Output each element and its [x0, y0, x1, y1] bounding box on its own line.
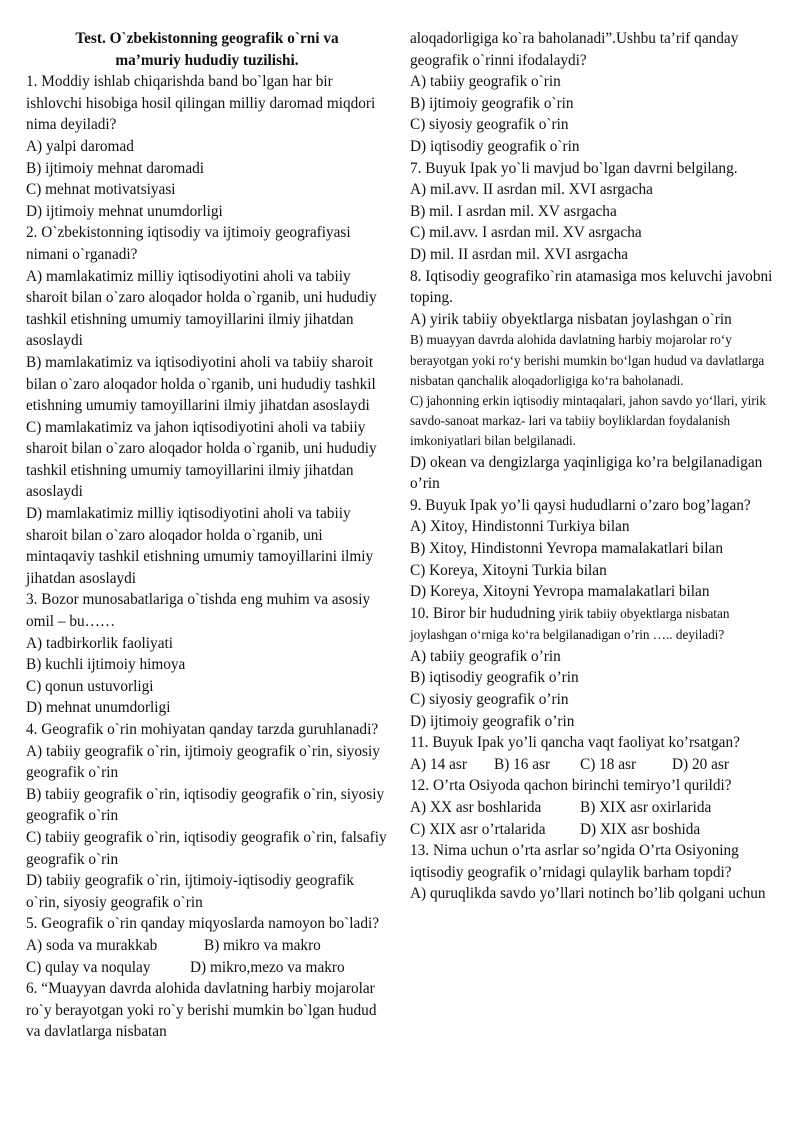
q1-option-d: D) ijtimoiy mehnat unumdorligi: [26, 202, 223, 220]
q7-option-a: A) mil.avv. II asrdan mil. XVI asrgacha: [410, 181, 653, 199]
question-9: 9. Buyuk Ipak yo’li qaysi hududlarni o’zaro bog’lagan?: [410, 496, 751, 514]
q5-options-row-2: [26, 957, 388, 979]
q6-option-d: D) iqtisodiy geografik o`rin: [410, 137, 580, 155]
q11-options-row: [410, 754, 776, 776]
q10-option-b: B) iqtisodiy geografik o’rin: [410, 669, 579, 687]
q10-option-a: A) tabiiy geografik o’rin: [410, 647, 561, 665]
q2-option-d: D) mamlakatimiz milliy iqtisodiyotini aholi va tabiiy sharoit bilan o`zaro aloqador holda o`rganib, uni mintaqaviy tashkil etishning umumiy tamoyillarini ilmiy jihatdan asoslaydi: [26, 505, 374, 587]
question-6-part-1: 6. “Muayyan davrda alohida davlatning harbiy mojarolar ro`y berayotgan yoki ro`y berishi mumkin bo`lgan hudud va davlatlarga nisbatan: [26, 980, 377, 1041]
right-column: [410, 28, 776, 905]
question-1: 1. Moddiy ishlab chiqarishda band bo`lgan har bir ishlovchi hisobiga hosil qilingan milliy daromad miqdori nima deyiladi?: [26, 73, 376, 134]
q7-option-d: D) mil. II asrdan mil. XVI asrgacha: [410, 245, 629, 263]
q11-option-d: D) 20 asr: [672, 755, 729, 773]
question-7: 7. Buyuk Ipak yo`li mavjud bo`lgan davrni belgilang.: [410, 159, 738, 177]
q13-option-a: A) quruqlikda savdo yo’llari notinch bo’lib qolgani uchun: [410, 885, 766, 903]
q10-question-rest: yirik tabiiy obyektlarga nisbatan joylashgan o‘rniga ko‘ra belgilanadigan o’rin ….. deyiladi?: [410, 605, 730, 643]
q3-option-c: C) qonun ustuvorligi: [26, 677, 154, 695]
q6-option-b: B) ijtimoiy geografik o`rin: [410, 94, 574, 112]
q7-option-b: B) mil. I asrdan mil. XV asrgacha: [410, 202, 617, 220]
q7-option-c: C) mil.avv. I asrdan mil. XV asrgacha: [410, 224, 642, 242]
q4-option-b: B) tabiiy geografik o`rin, iqtisodiy geografik o`rin, siyosiy geografik o`rin: [26, 785, 385, 825]
q5-option-c: C) qulay va noqulay: [26, 958, 151, 976]
q12-options-row-2: [410, 819, 776, 841]
q8-option-d: D) okean va dengizlarga yaqinligiga ko’ra belgilanadigan o’rin: [410, 453, 763, 493]
q5-option-b: B) mikro va makro: [204, 936, 321, 954]
title-line-1: Test. O`zbekistonning geografik o`rni va: [75, 30, 339, 47]
question-5: 5. Geografik o`rin qanday miqyoslarda namoyon bo`ladi?: [26, 915, 380, 933]
q2-option-b: B) mamlakatimiz va iqtisodiyotini aholi va tabiiy sharoit bilan o`zaro aloqador holda o`rganib, uni hududiy tashkil etishning umumiy tamoyillarini ilmiy jihatdan asoslaydi: [26, 353, 376, 415]
q9-option-b: B) Xitoy, Hindistonni Yevropa mamalakatlari bilan: [410, 539, 723, 557]
question-3: 3. Bozor munosabatlariga o`tishda eng muhim va asosiy omil – bu……: [26, 591, 371, 631]
q9-option-a: A) Xitoy, Hindistonni Turkiya bilan: [410, 518, 630, 536]
q4-option-c: C) tabiiy geografik o`rin, iqtisodiy geografik o`rin, falsafiy geografik o`rin: [26, 828, 387, 868]
q1-option-b: B) ijtimoiy mehnat daromadi: [26, 159, 205, 177]
q9-option-c: C) Koreya, Xitoyni Turkia bilan: [410, 561, 607, 579]
q12-option-b: B) XIX asr oxirlarida: [580, 799, 712, 817]
question-13: 13. Nima uchun o’rta asrlar so’ngida O’rta Osiyoning iqtisodiy geografik o’rnidagi qulaylik barham topdi?: [410, 842, 739, 881]
q3-option-b: B) kuchli ijtimoiy himoya: [26, 656, 186, 674]
q6-option-a: A) tabiiy geografik o`rin: [410, 73, 561, 91]
q8-option-b: B) muayyan davrda alohida davlatning harbiy mojarolar ro‘y berayotgan yoki ro‘y berishi mumkin bo‘lgan hudud va davlatlarga nisbatan qanchalik aloqadorligiga ko‘ra baholanadi.: [410, 332, 765, 388]
q1-option-c: C) mehnat motivatsiyasi: [26, 181, 176, 199]
q3-option-a: A) tadbirkorlik faoliyati: [26, 634, 173, 652]
q10-question-start: 10. Biror bir hududning: [410, 604, 556, 622]
question-8: 8. Iqtisodiy geografiko`rin atamasiga mos keluvchi javobni toping.: [410, 267, 773, 307]
question-10: [410, 603, 776, 646]
q8-option-c: C) jahonning erkin iqtisodiy mintaqalari, jahon savdo yo‘llari, yirik savdo-sanoat markaz- lari va tabiiy boyliklardan foydalanish imkoniyatlari bilan belgilanadi.: [410, 392, 766, 449]
q2-option-c: C) mamlakatimiz va jahon iqtisodiyotini aholi va tabiiy sharoit bilan o`zaro aloqador holda o`rganib, uni hududiy tashkil etishning umumiy tamoyillarini ilmiy jihatdan asoslaydi: [26, 418, 377, 501]
q5-options-row-1: [26, 935, 388, 957]
q11-option-c: C) 18 asr: [580, 755, 637, 773]
q10-option-c: C) siyosiy geografik o’rin: [410, 691, 569, 709]
q11-option-a: A) 14 asr: [410, 755, 467, 773]
q5-option-a: A) soda va murakkab: [26, 936, 158, 954]
question-11: 11. Buyuk Ipak yo’li qancha vaqt faoliyat ko’rsatgan?: [410, 734, 740, 752]
q9-option-d: D) Koreya, Xitoyni Yevropa mamalakatlari bilan: [410, 583, 710, 601]
q4-option-a: A) tabiiy geografik o`rin, ijtimoiy geografik o`rin, siyosiy geografik o`rin: [26, 742, 380, 782]
q10-option-d: D) ijtimoiy geografik o’rin: [410, 712, 575, 730]
left-column: [26, 28, 388, 1043]
q8-option-a: A) yirik tabiiy obyektlarga nisbatan joylashgan o`rin: [410, 310, 732, 328]
q3-option-d: D) mehnat unumdorligi: [26, 699, 171, 717]
question-4: 4. Geografik o`rin mohiyatan qanday tarzda guruhlanadi?: [26, 721, 379, 738]
question-2: 2. O`zbekistonning iqtisodiy va ijtimoiy geografiyasi nimani o`rganadi?: [26, 224, 351, 263]
q6-option-c: C) siyosiy geografik o`rin: [410, 116, 569, 134]
q12-options-row-1: [410, 797, 776, 819]
q1-option-a: A) yalpi daromad: [26, 137, 134, 155]
q12-option-a: A) XX asr boshlarida: [410, 799, 542, 817]
q12-option-d: D) XIX asr boshida: [580, 820, 701, 838]
q5-option-d: D) mikro,mezo va makro: [190, 958, 345, 976]
q11-option-b: B) 16 asr: [494, 755, 551, 773]
q4-option-d: D) tabiiy geografik o`rin, ijtimoiy-iqtisodiy geografik o`rin, siyosiy geografik o`rin: [26, 872, 354, 911]
q2-option-a: A) mamlakatimiz milliy iqtisodiyotini aholi va tabiiy sharoit bilan o`zaro aloqador holda o`rganib, uni hududiy tashkil etishning umumiy tamoyillarini ilmiy jihatdan asoslaydi: [26, 267, 377, 350]
question-12: 12. O’rta Osiyoda qachon birinchi temiryo’l qurildi?: [410, 777, 732, 795]
title-line-2: ma’muriy hududiy tuzilishi.: [115, 51, 299, 69]
question-6-part-2: aloqadorligiga ko`ra baholanadi”.Ushbu ta’rif qanday geografik o`rinni ifodalaydi?: [410, 30, 739, 69]
q12-option-c: C) XIX asr o’rtalarida: [410, 820, 546, 838]
